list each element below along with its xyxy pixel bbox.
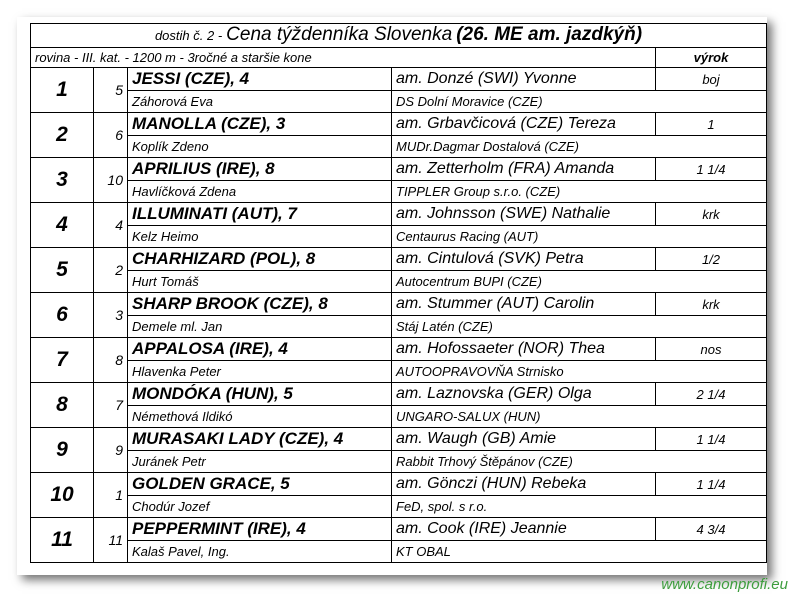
start-number-cell: 9 xyxy=(94,427,128,472)
result-cell: 2 1/4 xyxy=(656,382,767,406)
rider-cell: am. Donzé (SWI) Yvonne xyxy=(392,67,656,91)
result-cell: 4 3/4 xyxy=(656,517,767,541)
race-title xyxy=(31,24,767,48)
horse-cell: MANOLLA (CZE), 3 xyxy=(128,112,392,136)
race-results-table xyxy=(30,23,767,563)
horse-cell: MONDÓKA (HUN), 5 xyxy=(128,382,392,406)
race-number: dostih č. 2 - xyxy=(154,28,223,44)
trainer-cell: Koplík Zdeno xyxy=(128,136,392,157)
horse-cell: ILLUMINATI (AUT), 7 xyxy=(128,202,392,226)
owner-cell: Autocentrum BUPI (CZE) xyxy=(392,271,767,292)
entry-main-row xyxy=(31,292,767,316)
rider-cell: am. Grbavčicová (CZE) Tereza xyxy=(392,112,656,136)
owner-cell: KT OBAL xyxy=(392,541,767,563)
horse-cell: JESSI (CZE), 4 xyxy=(128,67,392,91)
horse-cell: SHARP BROOK (CZE), 8 xyxy=(128,292,392,316)
rider-cell: am. Johnsson (SWE) Nathalie xyxy=(392,202,656,226)
entry-main-row xyxy=(31,517,767,541)
place-cell: 5 xyxy=(31,247,94,292)
entry-detail-row xyxy=(31,406,767,427)
start-number-cell: 10 xyxy=(94,157,128,202)
race-conditions: rovina - III. kat. - 1200 m - 3ročné a staršie kone xyxy=(31,47,656,67)
entry-detail-row xyxy=(31,496,767,517)
entry-detail-row xyxy=(31,541,767,563)
place-cell: 7 xyxy=(31,337,94,382)
entry-detail-row xyxy=(31,91,767,112)
start-number-cell: 2 xyxy=(94,247,128,292)
race-name: Cena týždenníka Slovenka xyxy=(226,24,453,46)
rider-cell: am. Laznovska (GER) Olga xyxy=(392,382,656,406)
race-event: (26. ME am. jazdkýň) xyxy=(456,24,643,46)
trainer-cell: Chodúr Jozef xyxy=(128,496,392,517)
owner-cell: TIPPLER Group s.r.o. (CZE) xyxy=(392,181,767,202)
result-cell: boj xyxy=(656,67,767,91)
entry-detail-row xyxy=(31,271,767,292)
horse-cell: APPALOSA (IRE), 4 xyxy=(128,337,392,361)
entry-detail-row xyxy=(31,316,767,337)
entry-main-row xyxy=(31,427,767,451)
conditions-row xyxy=(31,47,767,67)
result-cell: krk xyxy=(656,292,767,316)
start-number-cell: 8 xyxy=(94,337,128,382)
rider-cell: am. Cintulová (SVK) Petra xyxy=(392,247,656,271)
start-number-cell: 6 xyxy=(94,112,128,157)
trainer-cell: Hlavenka Peter xyxy=(128,361,392,382)
start-number-cell: 3 xyxy=(94,292,128,337)
rider-cell: am. Hofossaeter (NOR) Thea xyxy=(392,337,656,361)
horse-cell: PEPPERMINT (IRE), 4 xyxy=(128,517,392,541)
place-cell: 10 xyxy=(31,472,94,517)
entry-main-row xyxy=(31,337,767,361)
place-cell: 3 xyxy=(31,157,94,202)
result-header: výrok xyxy=(656,47,767,67)
result-cell: 1 1/4 xyxy=(656,157,767,181)
start-number-cell: 11 xyxy=(94,517,128,562)
watermark: www.canonprofi.eu xyxy=(661,576,788,593)
entry-main-row xyxy=(31,112,767,136)
trainer-cell: Havlíčková Zdena xyxy=(128,181,392,202)
result-cell: nos xyxy=(656,337,767,361)
owner-cell: Centaurus Racing (AUT) xyxy=(392,226,767,247)
trainer-cell: Némethová Ildikó xyxy=(128,406,392,427)
start-number-cell: 7 xyxy=(94,382,128,427)
entry-detail-row xyxy=(31,451,767,472)
rider-cell: am. Gönczi (HUN) Rebeka xyxy=(392,472,656,496)
horse-cell: MURASAKI LADY (CZE), 4 xyxy=(128,427,392,451)
trainer-cell: Demele ml. Jan xyxy=(128,316,392,337)
rider-cell: am. Waugh (GB) Amie xyxy=(392,427,656,451)
owner-cell: UNGARO-SALUX (HUN) xyxy=(392,406,767,427)
owner-cell: Rabbit Trhový Štěpánov (CZE) xyxy=(392,451,767,472)
trainer-cell: Hurt Tomáš xyxy=(128,271,392,292)
trainer-cell: Záhorová Eva xyxy=(128,91,392,112)
entry-detail-row xyxy=(31,136,767,157)
rider-cell: am. Cook (IRE) Jeannie xyxy=(392,517,656,541)
trainer-cell: Kalaš Pavel, Ing. xyxy=(128,541,392,563)
place-cell: 1 xyxy=(31,67,94,112)
place-cell: 6 xyxy=(31,292,94,337)
entry-main-row xyxy=(31,247,767,271)
trainer-cell: Kelz Heimo xyxy=(128,226,392,247)
horse-cell: CHARHIZARD (POL), 8 xyxy=(128,247,392,271)
owner-cell: FeD, spol. s r.o. xyxy=(392,496,767,517)
rider-cell: am. Stummer (AUT) Carolin xyxy=(392,292,656,316)
place-cell: 8 xyxy=(31,382,94,427)
owner-cell: AUTOOPRAVOVŇA Strnisko xyxy=(392,361,767,382)
entry-detail-row xyxy=(31,181,767,202)
title-row xyxy=(31,24,767,48)
place-cell: 11 xyxy=(31,517,94,562)
place-cell: 4 xyxy=(31,202,94,247)
entry-main-row xyxy=(31,382,767,406)
entry-detail-row xyxy=(31,361,767,382)
result-cell: 1 xyxy=(656,112,767,136)
result-cell: krk xyxy=(656,202,767,226)
owner-cell: DS Dolní Moravice (CZE) xyxy=(392,91,767,112)
horse-cell: GOLDEN GRACE, 5 xyxy=(128,472,392,496)
entry-detail-row xyxy=(31,226,767,247)
place-cell: 2 xyxy=(31,112,94,157)
horse-cell: APRILIUS (IRE), 8 xyxy=(128,157,392,181)
start-number-cell: 4 xyxy=(94,202,128,247)
start-number-cell: 5 xyxy=(94,67,128,112)
entry-main-row xyxy=(31,157,767,181)
entry-main-row xyxy=(31,202,767,226)
place-cell: 9 xyxy=(31,427,94,472)
entry-main-row xyxy=(31,67,767,91)
result-cell: 1 1/4 xyxy=(656,472,767,496)
trainer-cell: Juránek Petr xyxy=(128,451,392,472)
rider-cell: am. Zetterholm (FRA) Amanda xyxy=(392,157,656,181)
owner-cell: Stáj Latén (CZE) xyxy=(392,316,767,337)
start-number-cell: 1 xyxy=(94,472,128,517)
owner-cell: MUDr.Dagmar Dostalová (CZE) xyxy=(392,136,767,157)
entry-main-row xyxy=(31,472,767,496)
result-cell: 1/2 xyxy=(656,247,767,271)
result-cell: 1 1/4 xyxy=(656,427,767,451)
